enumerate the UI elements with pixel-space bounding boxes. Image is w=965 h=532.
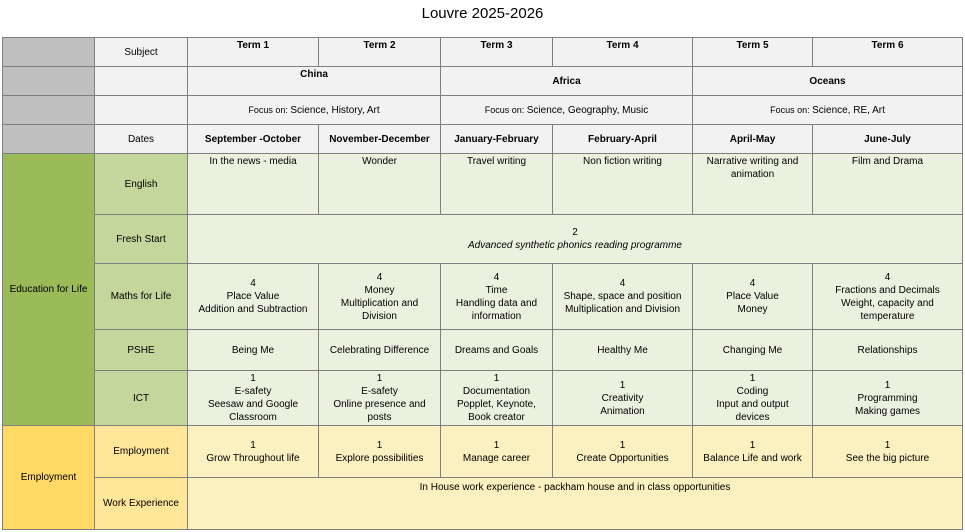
english-row (3, 154, 963, 215)
focus-value: Science, Geography, Music (526, 104, 649, 116)
theme-oceans: Oceans (693, 67, 963, 96)
ict-term-3: 1 Documentation Popplet, Keynote, Book creator (441, 371, 553, 426)
header-row (3, 38, 963, 67)
focus-prefix: Focus on: (484, 104, 527, 115)
dates-label: Dates (95, 125, 188, 154)
subject-label: Subject (95, 38, 188, 67)
english-term-4: Non fiction writing (553, 154, 693, 215)
employment-term-6: 1 See the big picture (813, 426, 963, 478)
dates-term-1: September -October (188, 125, 319, 154)
focus-prefix: Focus on: (248, 104, 291, 115)
employment-group-label: Employment (3, 426, 95, 530)
maths-term-6: 4 Fractions and Decimals Weight, capacity and temperature (813, 264, 963, 330)
dates-term-5: April-May (693, 125, 813, 154)
english-term-5: Narrative writing and animation (693, 154, 813, 215)
dates-term-4: February-April (553, 125, 693, 154)
work-experience-cell: In House work experience - packham house and in class opportunities (188, 478, 963, 530)
curriculum-table (2, 37, 963, 530)
employment-term-5: 1 Balance Life and work (693, 426, 813, 478)
pshe-row (3, 330, 963, 371)
education-group-label: Education for Life (3, 154, 95, 426)
maths-term-3: 4 Time Handling data and information (441, 264, 553, 330)
term-4-header: Term 4 (553, 38, 693, 67)
pshe-term-5: Changing Me (693, 330, 813, 371)
maths-row (3, 264, 963, 330)
ict-term-4: 1 Creativity Animation (553, 371, 693, 426)
dates-term-2: November-December (319, 125, 441, 154)
employment-term-3: 1 Manage career (441, 426, 553, 478)
english-label: English (95, 154, 188, 215)
pshe-term-3: Dreams and Goals (441, 330, 553, 371)
term-3-header: Term 3 (441, 38, 553, 67)
pshe-term-1: Being Me (188, 330, 319, 371)
ict-row (3, 371, 963, 426)
page-title: Louvre 2025-2026 (421, 5, 544, 22)
ict-term-1: 1 E-safety Seesaw and Google Classroom (188, 371, 319, 426)
theme-row (3, 67, 963, 96)
focus-row-label-cell (95, 96, 188, 125)
dates-row-group-cell (3, 125, 95, 154)
term-2-header: Term 2 (319, 38, 441, 67)
work-experience-row (3, 478, 963, 530)
corner-cell (3, 38, 95, 67)
ict-term-5: 1 Coding Input and output devices (693, 371, 813, 426)
term-5-header: Term 5 (693, 38, 813, 67)
focus-term-5-6 (693, 96, 963, 125)
term-6-header: Term 6 (813, 38, 963, 67)
focus-prefix: Focus on: (770, 104, 813, 115)
employment-term-2: 1 Explore possibilities (319, 426, 441, 478)
work-experience-label: Work Experience (95, 478, 188, 530)
english-term-2: Wonder (319, 154, 441, 215)
theme-china: China (188, 67, 441, 96)
term-1-header: Term 1 (188, 38, 319, 67)
maths-term-5: 4 Place Value Money (693, 264, 813, 330)
pshe-term-4: Healthy Me (553, 330, 693, 371)
pshe-label: PSHE (95, 330, 188, 371)
pshe-term-6: Relationships (813, 330, 963, 371)
maths-label: Maths for Life (95, 264, 188, 330)
fresh-start-row (3, 215, 963, 264)
english-term-6: Film and Drama (813, 154, 963, 215)
ict-label: ICT (95, 371, 188, 426)
focus-term-3-4 (441, 96, 693, 125)
ict-term-6: 1 Programming Making games (813, 371, 963, 426)
pshe-term-2: Celebrating Difference (319, 330, 441, 371)
dates-term-3: January-February (441, 125, 553, 154)
focus-value: Science, History, Art (290, 104, 380, 116)
focus-value: Science, RE, Art (812, 104, 885, 116)
fresh-start-number: 2 (572, 227, 578, 238)
dates-term-6: June-July (813, 125, 963, 154)
employment-term-1: 1 Grow Throughout life (188, 426, 319, 478)
english-term-3: Travel writing (441, 154, 553, 215)
focus-row-group-cell (3, 96, 95, 125)
theme-africa: Africa (441, 67, 693, 96)
theme-row-label-cell (95, 67, 188, 96)
ict-term-2: 1 E-safety Online presence and posts (319, 371, 441, 426)
fresh-start-cell (188, 215, 963, 264)
dates-row (3, 125, 963, 154)
fresh-start-text: Advanced synthetic phonics reading programme (467, 240, 682, 251)
employment-row (3, 426, 963, 478)
english-term-1: In the news - media (188, 154, 319, 215)
maths-term-4: 4 Shape, space and position Multiplication and Division (553, 264, 693, 330)
maths-term-2: 4 Money Multiplication and Division (319, 264, 441, 330)
focus-row (3, 96, 963, 125)
focus-term-1-2 (188, 96, 441, 125)
employment-term-4: 1 Create Opportunities (553, 426, 693, 478)
fresh-start-label: Fresh Start (95, 215, 188, 264)
theme-row-group-cell (3, 67, 95, 96)
maths-term-1: 4 Place Value Addition and Subtraction (188, 264, 319, 330)
employment-label: Employment (95, 426, 188, 478)
